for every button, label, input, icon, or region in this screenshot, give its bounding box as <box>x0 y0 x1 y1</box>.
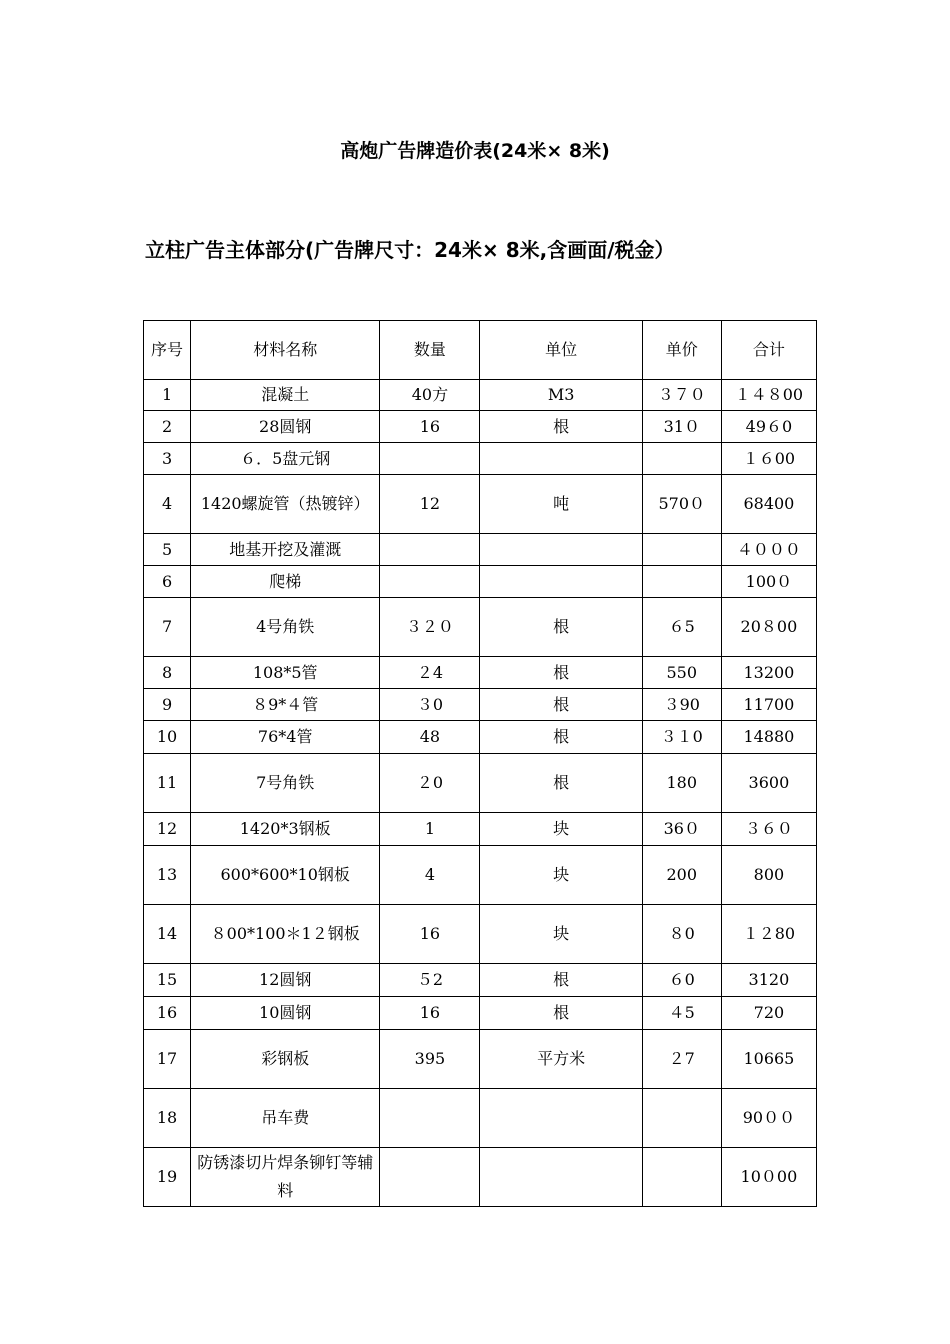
table-cell: ６0 <box>642 964 721 997</box>
table-cell: 爬梯 <box>191 566 380 598</box>
table-row <box>144 1148 817 1207</box>
table-cell: 600*600*10钢板 <box>191 846 380 905</box>
table-cell: 根 <box>480 689 642 721</box>
table-cell: 6 <box>144 566 191 598</box>
table-cell: 3600 <box>721 754 816 813</box>
table-cell: ６．5盘元钢 <box>191 443 380 475</box>
table-cell <box>642 1089 721 1148</box>
table-row <box>144 534 817 566</box>
table-row <box>144 411 817 443</box>
table-cell: 31０ <box>642 411 721 443</box>
table-cell: ３６０ <box>721 813 816 846</box>
table-cell: 10圆钢 <box>191 997 380 1030</box>
table-cell: 块 <box>480 905 642 964</box>
table-cell: 49６0 <box>721 411 816 443</box>
table-cell: 1420螺旋管（热镀锌） <box>191 475 380 534</box>
table-row <box>144 813 817 846</box>
table-cell: 块 <box>480 813 642 846</box>
table-cell <box>642 443 721 475</box>
table-row <box>144 380 817 411</box>
table-cell: 4号角铁 <box>191 598 380 657</box>
table-cell: 16 <box>144 997 191 1030</box>
table-body <box>144 380 817 1207</box>
table-cell: ２4 <box>380 657 480 689</box>
table-cell: 16 <box>380 905 480 964</box>
table-cell: 16 <box>380 997 480 1030</box>
table-cell: 18 <box>144 1089 191 1148</box>
table-cell <box>642 1148 721 1207</box>
table-cell: 90００ <box>721 1089 816 1148</box>
table-cell: 平方米 <box>480 1030 642 1089</box>
cost-table <box>143 320 817 1207</box>
table-cell: 地基开挖及灌溉 <box>191 534 380 566</box>
table-cell <box>480 534 642 566</box>
table-row <box>144 1030 817 1089</box>
table-cell: 7 <box>144 598 191 657</box>
table-cell: ３90 <box>642 689 721 721</box>
table-row <box>144 566 817 598</box>
table-cell: 混凝土 <box>191 380 380 411</box>
header-cell: 单价 <box>642 321 721 380</box>
table-cell <box>480 1089 642 1148</box>
header-cell: 单位 <box>480 321 642 380</box>
table-cell: １６00 <box>721 443 816 475</box>
table-row <box>144 598 817 657</box>
table-cell: ２7 <box>642 1030 721 1089</box>
table-cell: 720 <box>721 997 816 1030</box>
table-cell <box>480 1148 642 1207</box>
table-cell: ２0 <box>380 754 480 813</box>
header-cell: 合计 <box>721 321 816 380</box>
table-cell: 550 <box>642 657 721 689</box>
table-cell: 11700 <box>721 689 816 721</box>
table-cell: 14880 <box>721 721 816 754</box>
table-cell: 13 <box>144 846 191 905</box>
table-cell: 16 <box>380 411 480 443</box>
table-cell: 180 <box>642 754 721 813</box>
table-row <box>144 964 817 997</box>
table-row <box>144 657 817 689</box>
table-cell: 根 <box>480 997 642 1030</box>
table-cell: 3120 <box>721 964 816 997</box>
table-cell: 15 <box>144 964 191 997</box>
table-cell <box>380 534 480 566</box>
table-cell: 根 <box>480 754 642 813</box>
table-cell: 36０ <box>642 813 721 846</box>
table-row <box>144 754 817 813</box>
table-cell: 40方 <box>380 380 480 411</box>
table-cell: 吊车费 <box>191 1089 380 1148</box>
table-cell: 根 <box>480 721 642 754</box>
table-cell <box>480 443 642 475</box>
table-row <box>144 905 817 964</box>
table-cell: ８0 <box>642 905 721 964</box>
table-header-row <box>144 321 817 380</box>
table-cell <box>642 534 721 566</box>
table-cell: 吨 <box>480 475 642 534</box>
table-cell: 8 <box>144 657 191 689</box>
document-title: 高炮广告牌造价表(24米× 8米) <box>340 140 610 162</box>
table-cell: ８9*４管 <box>191 689 380 721</box>
table-row <box>144 721 817 754</box>
table-cell: 14 <box>144 905 191 964</box>
table-cell: ４5 <box>642 997 721 1030</box>
table-row <box>144 997 817 1030</box>
table-cell: 10665 <box>721 1030 816 1089</box>
table-cell: 根 <box>480 964 642 997</box>
header-cell: 材料名称 <box>191 321 380 380</box>
table-cell <box>380 1089 480 1148</box>
table-cell <box>380 566 480 598</box>
table-row <box>144 475 817 534</box>
table-cell: 4 <box>144 475 191 534</box>
table-cell: ３２０ <box>380 598 480 657</box>
table-cell: 11 <box>144 754 191 813</box>
table-cell: ６5 <box>642 598 721 657</box>
table-cell: 3 <box>144 443 191 475</box>
table-cell <box>380 443 480 475</box>
table-row <box>144 689 817 721</box>
table-cell: 根 <box>480 657 642 689</box>
table-cell <box>380 1148 480 1207</box>
table-cell: 12圆钢 <box>191 964 380 997</box>
table-cell: 块 <box>480 846 642 905</box>
table-cell: 9 <box>144 689 191 721</box>
table-cell: 10０00 <box>721 1148 816 1207</box>
table-cell: 1420*3钢板 <box>191 813 380 846</box>
table-cell: １２80 <box>721 905 816 964</box>
table-cell: 防锈漆切片焊条铆钉等辅料 <box>191 1148 380 1207</box>
table-cell: 13200 <box>721 657 816 689</box>
table-cell: 200 <box>642 846 721 905</box>
table-cell: 108*5管 <box>191 657 380 689</box>
table-cell: 4 <box>380 846 480 905</box>
table-cell <box>642 566 721 598</box>
table-cell <box>480 566 642 598</box>
table-cell: 76*4管 <box>191 721 380 754</box>
table-cell: 12 <box>380 475 480 534</box>
table-cell: 48 <box>380 721 480 754</box>
table-cell: １４８00 <box>721 380 816 411</box>
table-row <box>144 846 817 905</box>
table-row <box>144 443 817 475</box>
table-cell: ３７０ <box>642 380 721 411</box>
table-cell: 12 <box>144 813 191 846</box>
header-cell: 序号 <box>144 321 191 380</box>
table-cell: 7号角铁 <box>191 754 380 813</box>
table-cell: ３0 <box>380 689 480 721</box>
table-cell: 根 <box>480 598 642 657</box>
table-cell: 1 <box>380 813 480 846</box>
table-cell: 28圆钢 <box>191 411 380 443</box>
table-cell: 彩钢板 <box>191 1030 380 1089</box>
table-cell: 根 <box>480 411 642 443</box>
section-heading: 立柱广告主体部分(广告牌尺寸：24米× 8米,含画面/税金） <box>145 238 675 262</box>
table-cell: 10 <box>144 721 191 754</box>
table-cell: 395 <box>380 1030 480 1089</box>
table-row <box>144 1089 817 1148</box>
table-cell: ４０００ <box>721 534 816 566</box>
table-cell: 2 <box>144 411 191 443</box>
table-cell: ３１0 <box>642 721 721 754</box>
table-cell: ５2 <box>380 964 480 997</box>
table-cell: 19 <box>144 1148 191 1207</box>
table-cell: 100０ <box>721 566 816 598</box>
table-cell: M3 <box>480 380 642 411</box>
table-cell: 17 <box>144 1030 191 1089</box>
table-cell: 68400 <box>721 475 816 534</box>
table-cell: 5 <box>144 534 191 566</box>
table-cell: ８00*100＊1２钢板 <box>191 905 380 964</box>
header-cell: 数量 <box>380 321 480 380</box>
table-cell: 570０ <box>642 475 721 534</box>
table-cell: 20８00 <box>721 598 816 657</box>
table-cell: 1 <box>144 380 191 411</box>
table-cell: 800 <box>721 846 816 905</box>
